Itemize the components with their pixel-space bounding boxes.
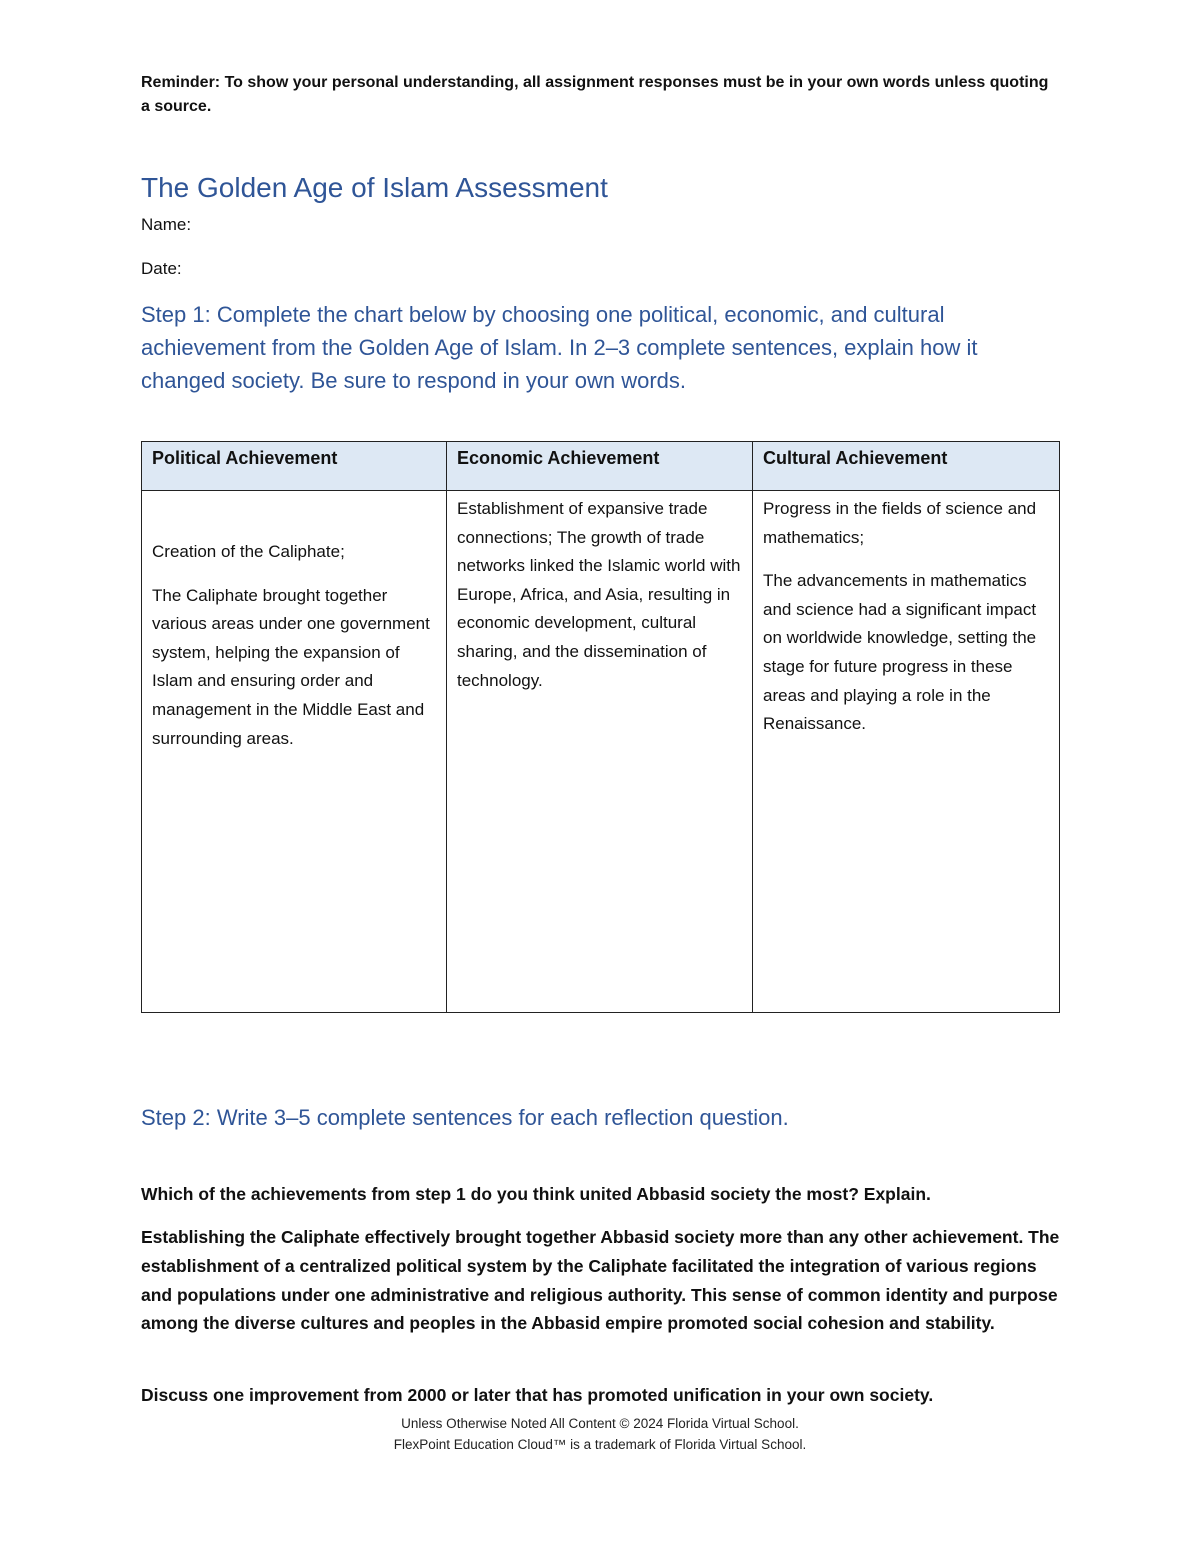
footer-trademark: FlexPoint Education Cloud™ is a trademark of Florida Virtual School. [393, 1437, 807, 1452]
cultural-achievement-explanation: The advancements in mathematics and science had a significant impact on worldwide knowledge, setting the stage for future progress in these areas and playing a role in the Renaissance. [763, 571, 1037, 734]
reflection-question-2: Discuss one improvement from 2000 or later that has promoted unification in your own society. [141, 1385, 934, 1405]
header-political: Political Achievement [142, 442, 447, 491]
step1-heading: Step 1: Complete the chart below by choosing one political, economic, and cultural achievement from the Golden Age of Islam. In 2–3 complete sentences, explain how it changed society. Be sure to respond in your own words. [141, 302, 978, 393]
header-economic: Economic Achievement [447, 442, 753, 491]
name-label: Name: [141, 215, 192, 234]
header-cultural: Cultural Achievement [753, 442, 1060, 491]
date-label: Date: [141, 259, 182, 278]
achievement-chart [141, 441, 1060, 1013]
chart-header-row [142, 442, 1060, 491]
chart-body-row [142, 491, 1060, 1013]
reflection-answer-1[interactable]: Establishing the Caliphate effectively brought together Abbasid society more than any other achievement. The establishment of a centralized political system by the Caliphate facilitated the integration of various regions and populations under one administrative and religious authority. This sense of common identity and purpose among the diverse cultures and peoples in the Abbasid empire promoted social cohesion and stability. [141, 1227, 1060, 1334]
reflection-question-1: Which of the achievements from step 1 do you think united Abbasid society the most? Explain. [141, 1184, 931, 1204]
political-cell[interactable] [142, 491, 447, 1013]
footer-copyright: Unless Otherwise Noted All Content © 2024 Florida Virtual School. [401, 1416, 799, 1431]
page-title: The Golden Age of Islam Assessment [141, 172, 608, 203]
reminder-note: Reminder: To show your personal understanding, all assignment responses must be in your own words unless quoting a source. [141, 74, 1049, 115]
economic-cell[interactable] [447, 491, 753, 1013]
cultural-cell[interactable] [753, 491, 1060, 1013]
political-achievement-title: Creation of the Caliphate; [152, 542, 345, 561]
cultural-achievement-title: Progress in the fields of science and mathematics; [763, 499, 1037, 547]
economic-achievement-text: Establishment of expansive trade connections; The growth of trade networks linked the Islamic world with Europe, Africa, and Asia, resulting in economic development, cultural sharing, and the dissemination of technology. [457, 499, 741, 690]
political-achievement-explanation: The Caliphate brought together various areas under one government system, helping the expansion of Islam and ensuring order and management in the Middle East and surrounding areas. [152, 585, 430, 748]
step2-heading: Step 2: Write 3–5 complete sentences for each reflection question. [141, 1105, 789, 1130]
